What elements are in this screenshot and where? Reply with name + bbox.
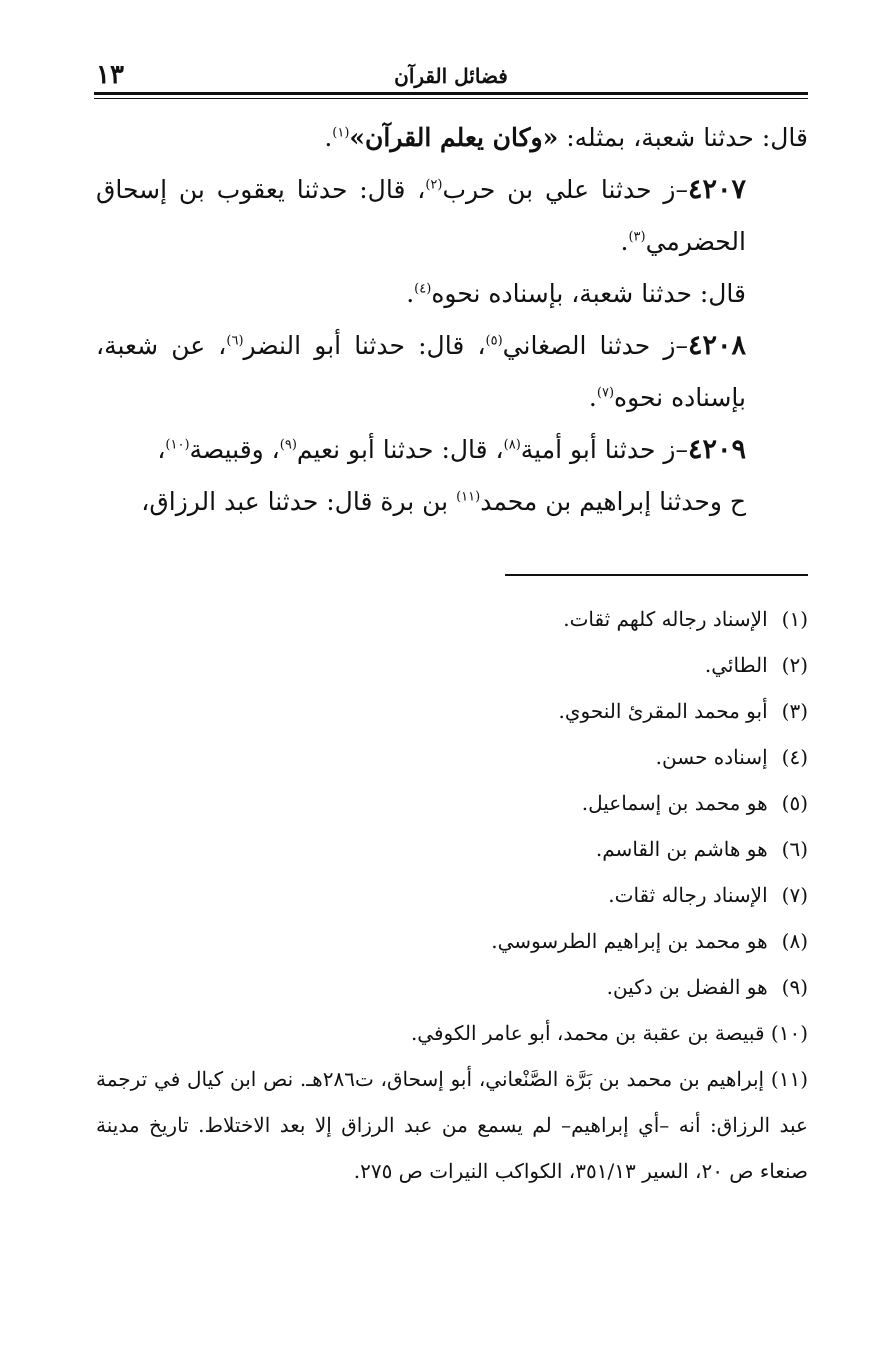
text-span: ، عن شعبة، بإسناده نحوه [96, 331, 746, 412]
footnote-1 [96, 596, 808, 642]
text-span: ، وقبيصة [189, 435, 280, 464]
footnote-text: هو محمد بن إبراهيم الطرسوسي. [491, 929, 768, 953]
footnote-text: الطائي. [704, 653, 768, 677]
footnote-label: (٩) [781, 975, 808, 999]
footnote-label: (١) [781, 607, 808, 631]
text-span: ، قال: حدثنا يعقوب بن إسحاق الحضرمي [96, 175, 746, 256]
main-text [96, 112, 808, 528]
footnote-text: هو محمد بن إسماعيل. [581, 791, 768, 815]
footnote-text: إبراهيم بن محمد بن بَرَّة الصَّنْعاني، أبو إسحاق، ت٢٨٦هـ. نص ابن كيال في ترجمة عبد الرزاق: أنه –أي إبراهيم– لم يسمع من عبد الرزاق إلا بعد الاختلاط. تاريخ مدينة صنعاء ص ٢٠، السير ٣٥١/١٣، الكواكب النيرات ص ٢٧٥. [96, 1067, 808, 1183]
hadith-4207 [96, 164, 808, 268]
page-header [94, 58, 808, 96]
footnote-ref: (٤) [414, 281, 432, 297]
text-span: قال: حدثنا شعبة، بإسناده نحوه [431, 279, 746, 308]
hadith-4209 [96, 424, 808, 476]
footnote-text: الإسناد رجاله كلهم ثقات. [563, 607, 768, 631]
footnote-ref: (٢) [425, 177, 443, 193]
hadith-number: ٤٢٠٩ [687, 434, 746, 465]
header-rule-thick [94, 92, 808, 95]
footnote-label: (١٠) [770, 1021, 808, 1045]
text-span: بن برة قال: حدثنا عبد الرزاق، [141, 487, 457, 516]
footnote-label: (١١) [770, 1067, 808, 1091]
text-span: ، قال: حدثنا أبو نعيم [296, 435, 504, 464]
text-span: . [324, 123, 333, 152]
footnote-11 [96, 1056, 808, 1194]
footnote-ref: (٨) [503, 437, 521, 453]
footnote-9 [96, 964, 808, 1010]
footnote-7 [96, 872, 808, 918]
footnote-separator [505, 574, 808, 576]
footnote-label: (٤) [781, 745, 808, 769]
footnote-8 [96, 918, 808, 964]
footnote-10 [96, 1010, 808, 1056]
footnote-text: هو هاشم بن القاسم. [595, 837, 768, 861]
hadith-4209-continuation [96, 476, 808, 528]
hadith-number: ٤٢٠٨ [688, 330, 747, 361]
footnote-ref: (٧) [596, 385, 615, 401]
text-span: ح وحدثنا إبراهيم بن محمد [480, 487, 746, 516]
footnote-label: (٢) [781, 653, 808, 677]
quote-text: «وكان يعلم القرآن» [349, 123, 559, 152]
paragraph-intro [96, 112, 808, 164]
text-span: . [406, 279, 415, 308]
footnote-6 [96, 826, 808, 872]
footnote-5 [96, 780, 808, 826]
footnote-label: (٣) [781, 699, 808, 723]
footnote-ref: (١١) [456, 489, 481, 505]
text-span: . [588, 383, 597, 412]
text-span: ، [157, 435, 166, 464]
text-span: –ز حدثنا الصغاني [502, 331, 688, 360]
footnote-text: الإسناد رجاله ثقات. [608, 883, 768, 907]
footnote-label: (٧) [781, 883, 808, 907]
footnote-ref: (٥) [485, 333, 503, 349]
footnote-text: إسناده حسن. [655, 745, 768, 769]
text-span: –ز حدثنا علي بن حرب [442, 175, 688, 204]
footnote-ref: (٣) [628, 229, 646, 245]
footnotes [96, 596, 808, 1194]
hadith-4207-continuation [96, 268, 808, 320]
footnote-label: (٨) [781, 929, 808, 953]
header-rule-thin [94, 98, 808, 99]
hadith-number: ٤٢٠٧ [687, 174, 746, 205]
footnote-text: أبو محمد المقرئ النحوي. [558, 699, 768, 723]
footnote-text: قبيصة بن عقبة بن محمد، أبو عامر الكوفي. [410, 1021, 765, 1045]
running-title: فضائل القرآن [394, 64, 508, 88]
footnote-2 [96, 642, 808, 688]
text-span: –ز حدثنا أبو أمية [520, 435, 688, 464]
footnote-text: هو الفضل بن دكين. [606, 975, 768, 999]
hadith-4208 [96, 320, 808, 424]
text-span: قال: حدثنا شعبة، بمثله: [558, 123, 808, 152]
page-number: ١٣ [96, 60, 124, 90]
footnote-4 [96, 734, 808, 780]
footnote-ref: (٦) [226, 333, 244, 349]
text-span: ، قال: حدثنا أبو النضر [243, 331, 486, 360]
footnote-ref: (١) [332, 125, 350, 141]
footnote-ref: (٩) [279, 437, 297, 453]
footnote-ref: (١٠) [165, 437, 190, 453]
text-span: . [620, 227, 629, 256]
footnote-label: (٥) [781, 791, 808, 815]
footnote-label: (٦) [781, 837, 808, 861]
footnote-3 [96, 688, 808, 734]
